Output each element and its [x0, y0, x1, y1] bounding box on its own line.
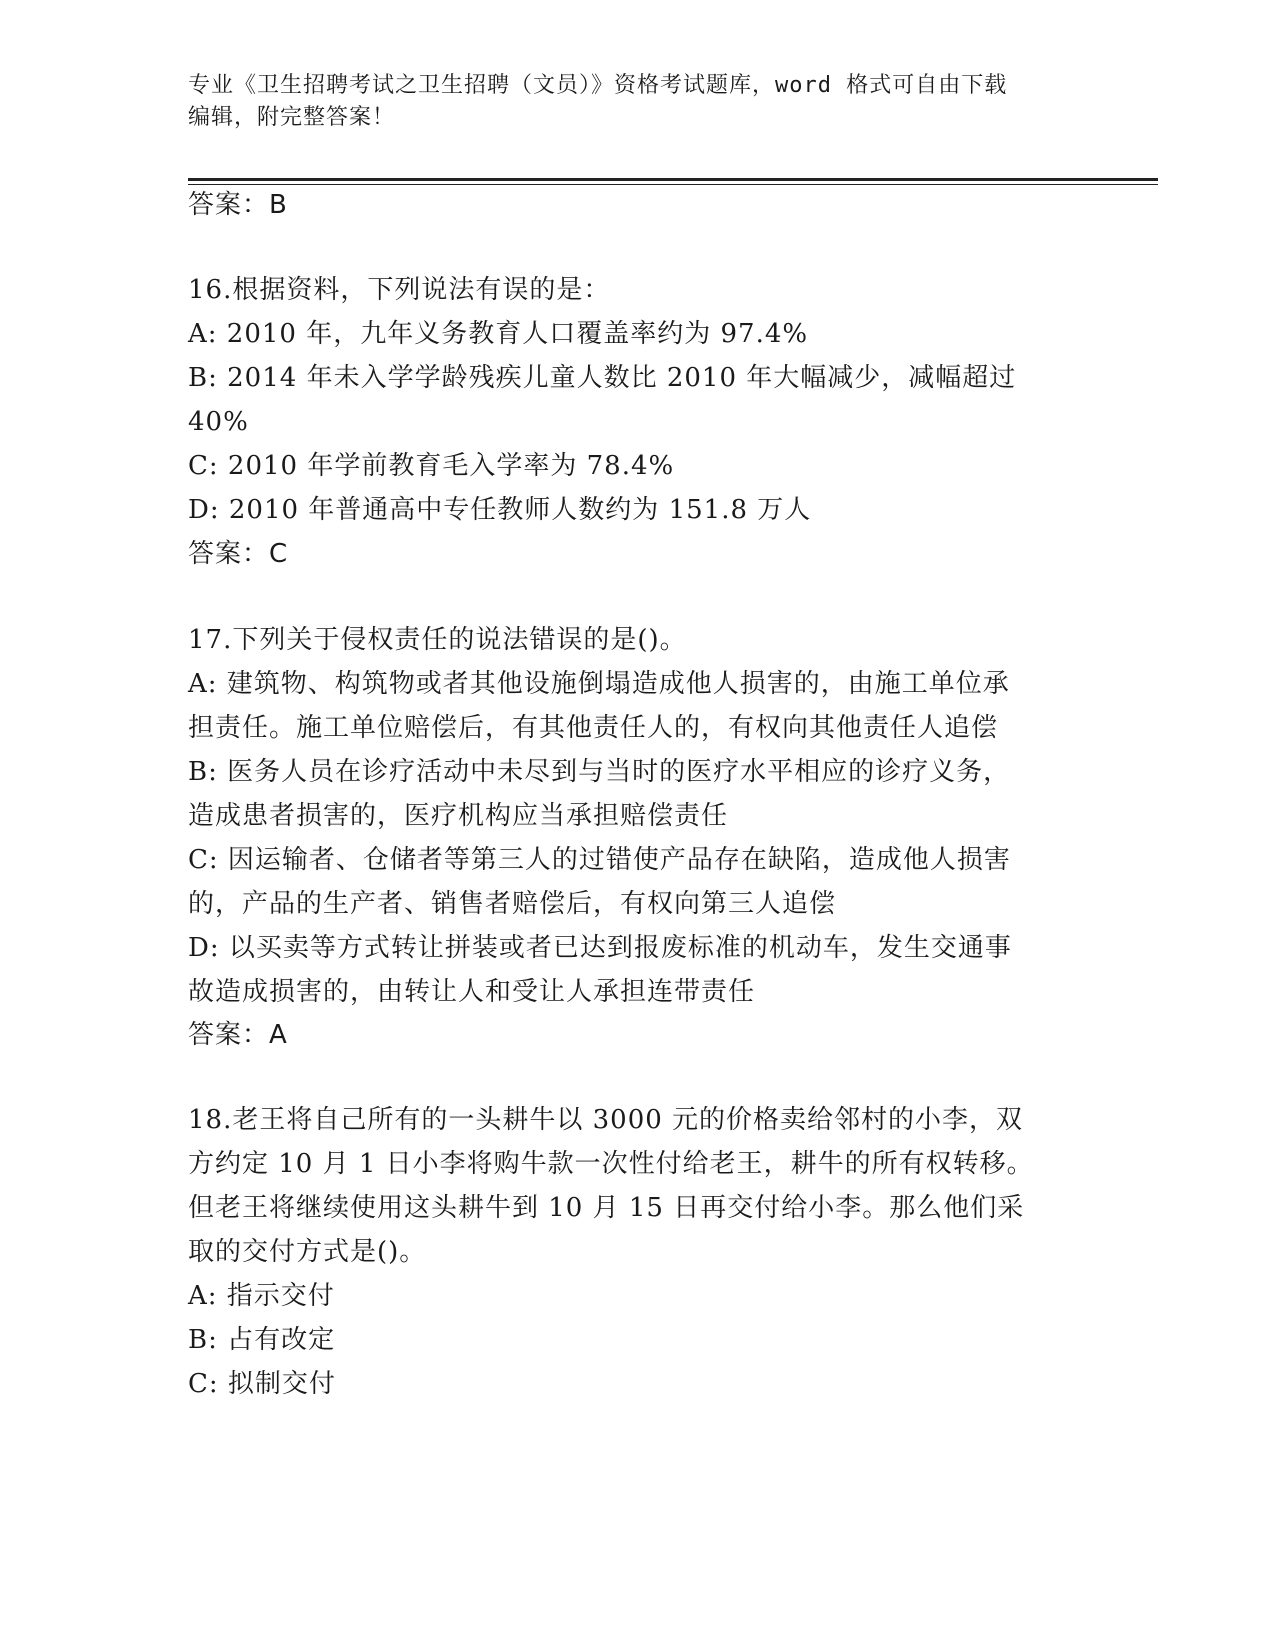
- q16-option-b-line2: 40%: [188, 407, 249, 437]
- q17-stem: 17.下列关于侵权责任的说法错误的是()。: [188, 625, 687, 655]
- q17-option-d-line1: D: 以买卖等方式转让拼装或者已达到报废标准的机动车，发生交通事: [188, 933, 1012, 963]
- header-line-2: 编辑，附完整答案！: [188, 105, 396, 130]
- header-divider-thick: [188, 178, 1158, 181]
- q17-option-a-line1: A: 建筑物、构筑物或者其他设施倒塌造成他人损害的，由施工单位承: [188, 669, 1010, 699]
- header-divider-thin: [188, 184, 1158, 185]
- header-line-1: 专业《卫生招聘考试之卫生招聘（文员）》资格考试题库，word 格式可自由下载: [188, 73, 1008, 98]
- answer-q17: 答案：A: [188, 1020, 288, 1050]
- q17-option-c-line2: 的，产品的生产者、销售者赔偿后，有权向第三人追偿: [188, 889, 837, 919]
- page-header: [188, 70, 1068, 134]
- answer-q15: 答案：B: [188, 190, 288, 220]
- q16-option-b-line1: B: 2014 年未入学学龄残疾儿童人数比 2010 年大幅减少，减幅超过: [188, 363, 1017, 393]
- answer-q16: 答案：C: [188, 539, 289, 569]
- q16-stem: 16.根据资料，下列说法有误的是：: [188, 275, 611, 305]
- q18-option-a: A: 指示交付: [188, 1281, 335, 1311]
- q16-option-a: A: 2010 年，九年义务教育人口覆盖率约为 97.4%: [188, 319, 809, 349]
- q17-option-d-line2: 故造成损害的，由转让人和受让人承担连带责任: [188, 977, 756, 1007]
- q16-option-c: C: 2010 年学前教育毛入学率为 78.4%: [188, 451, 675, 481]
- q18-option-b: B: 占有改定: [188, 1325, 336, 1355]
- q18-stem-line4: 取的交付方式是()。: [188, 1237, 427, 1267]
- q16-option-d: D: 2010 年普通高中专任教师人数约为 151.8 万人: [188, 495, 812, 525]
- q18-stem-line2: 方约定 10 月 1 日小李将购牛款一次性付给老王，耕牛的所有权转移。: [188, 1149, 1034, 1179]
- q18-stem-line1: 18.老王将自己所有的一头耕牛以 3000 元的价格卖给邻村的小李，双: [188, 1105, 1024, 1135]
- q18-option-c: C: 拟制交付: [188, 1369, 336, 1399]
- q18-stem-line3: 但老王将继续使用这头耕牛到 10 月 15 日再交付给小李。那么他们采: [188, 1193, 1025, 1223]
- q17-option-b-line2: 造成患者损害的，医疗机构应当承担赔偿责任: [188, 801, 729, 831]
- q17-option-c-line1: C: 因运输者、仓储者等第三人的过错使产品存在缺陷，造成他人损害: [188, 845, 1011, 875]
- q17-option-a-line2: 担责任。施工单位赔偿后，有其他责任人的，有权向其他责任人追偿: [188, 713, 999, 743]
- q17-option-b-line1: B: 医务人员在诊疗活动中未尽到与当时的医疗水平相应的诊疗义务，: [188, 757, 1011, 787]
